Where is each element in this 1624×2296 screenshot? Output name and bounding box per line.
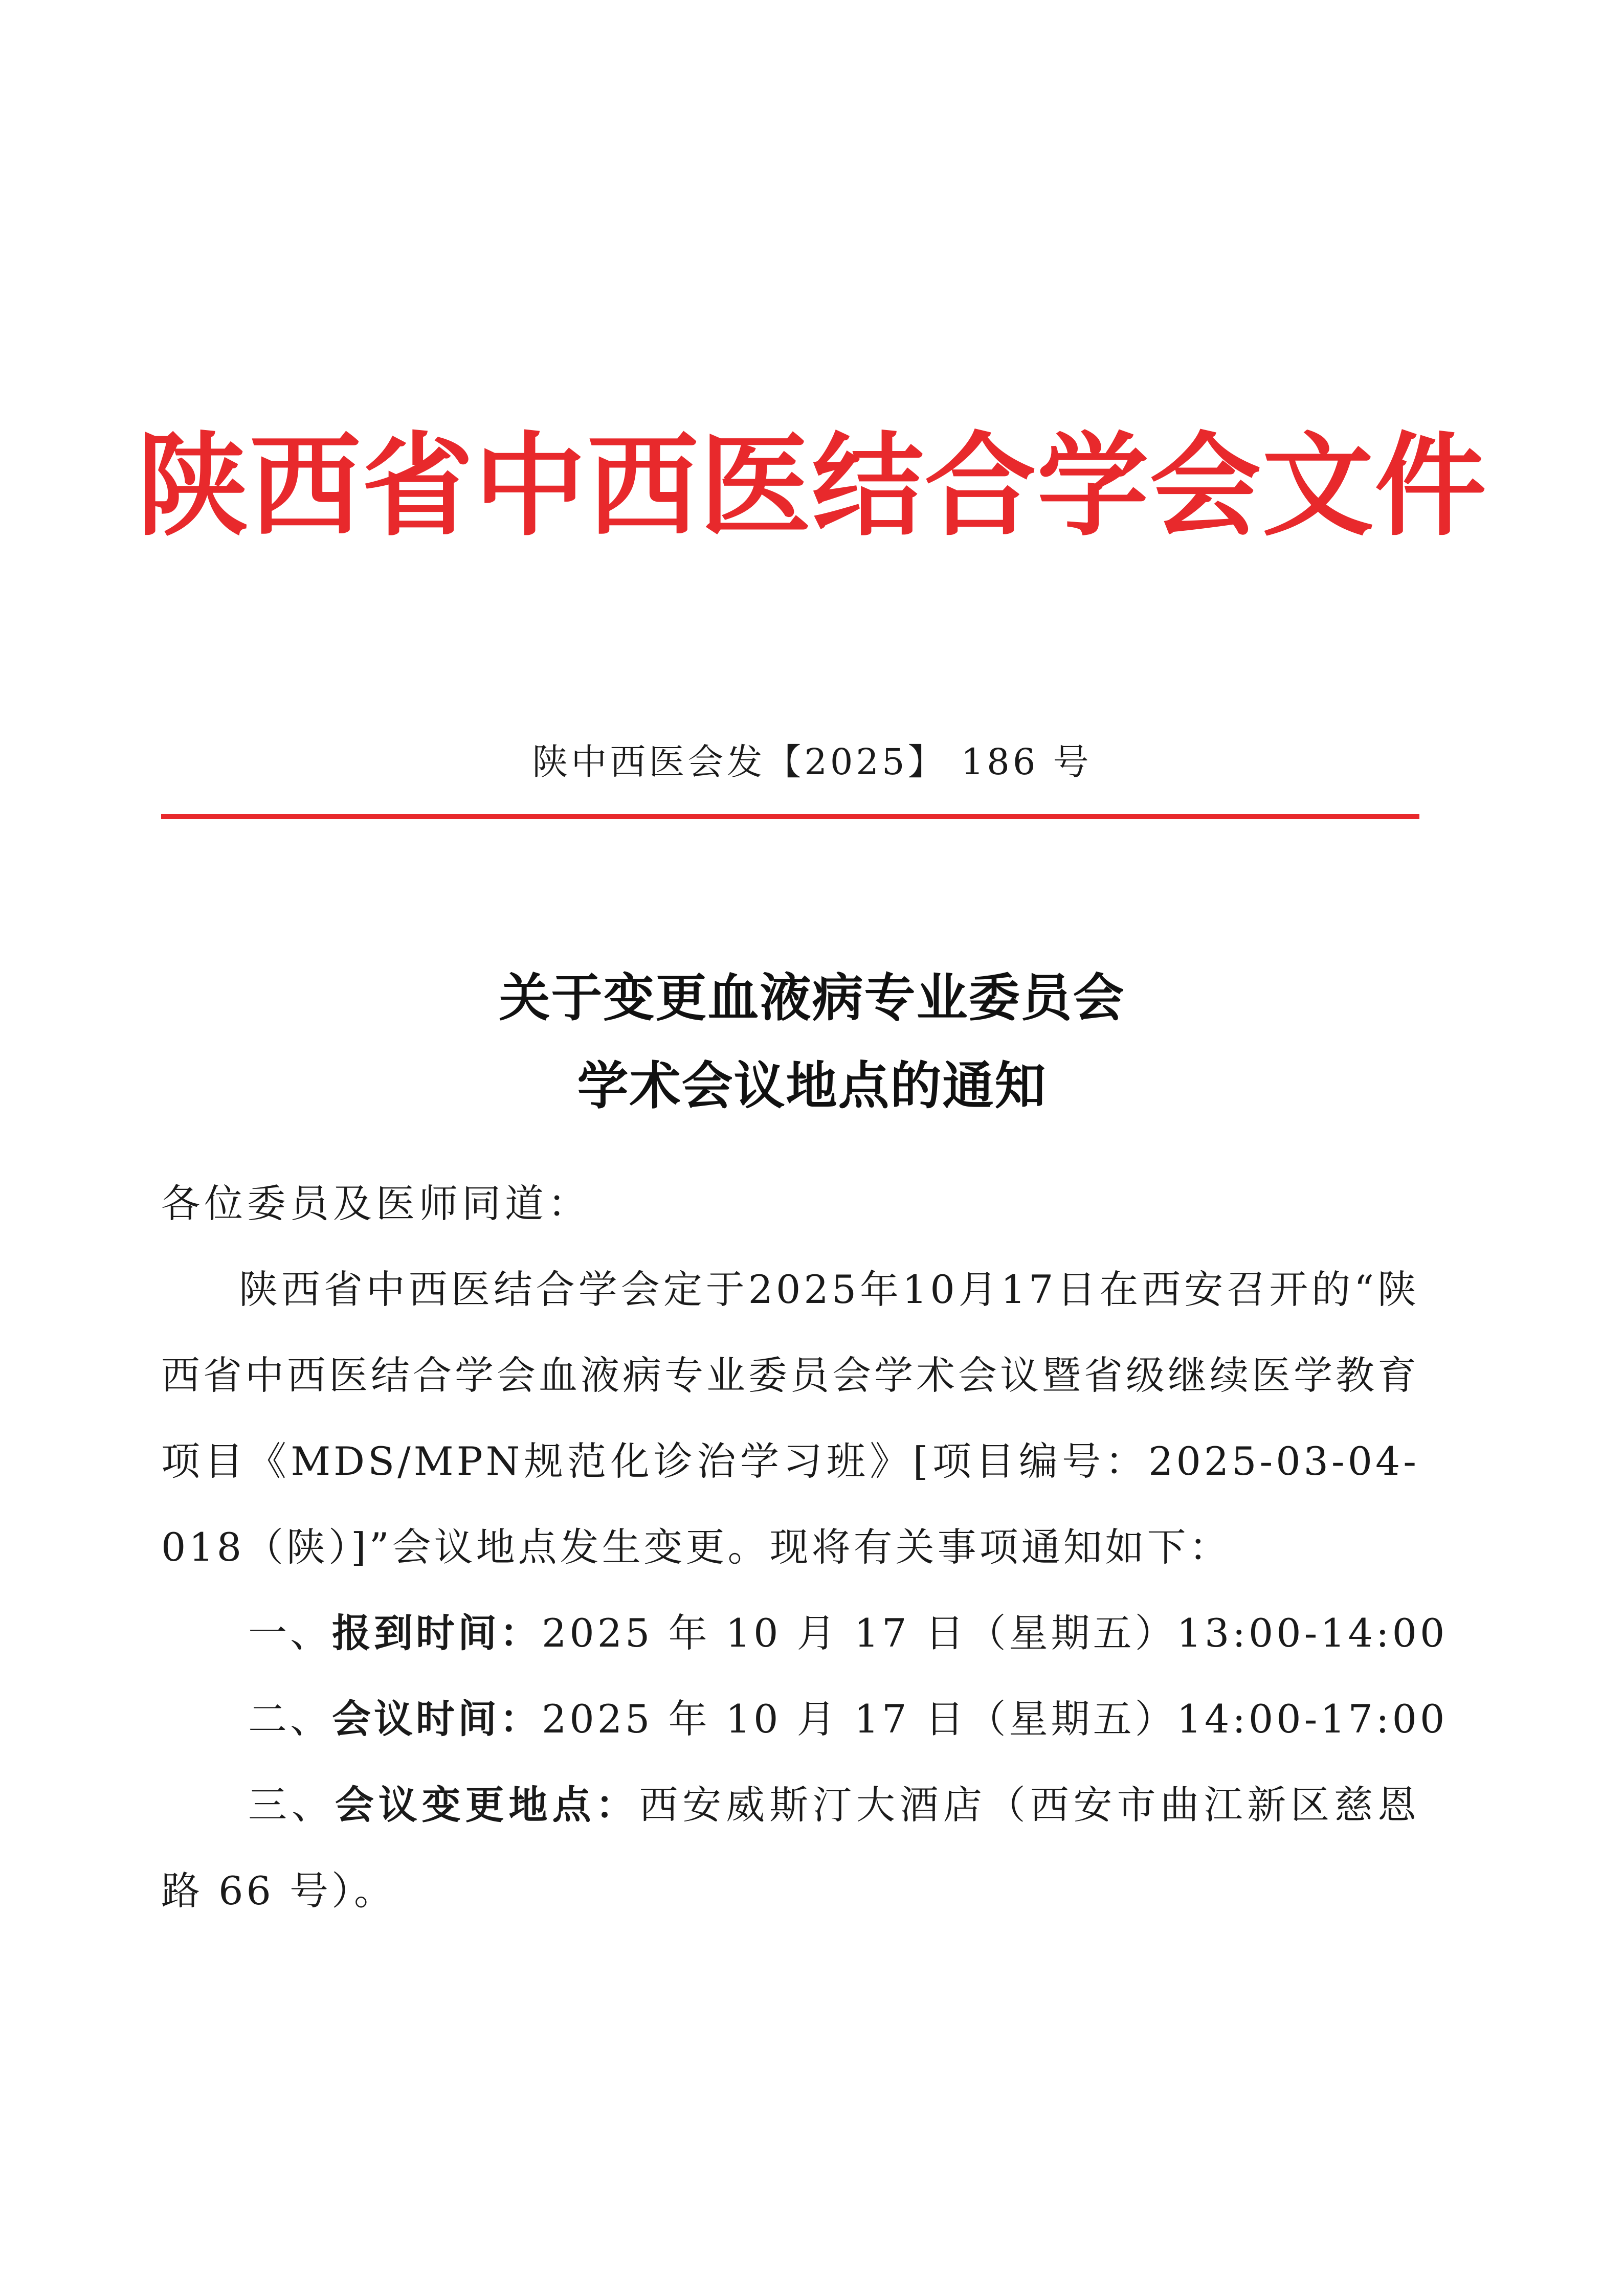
item-prefix: 二、: [248, 1696, 332, 1742]
item-value: 西安威斯汀大酒店（西安市曲江新区慈恩路 66 号）。: [161, 1782, 1420, 1914]
notice-body: [161, 1161, 1448, 1934]
item-label: 报到时间：: [332, 1610, 542, 1656]
document-header-title: 陕西省中西医结合学会文件: [137, 420, 1487, 551]
item-prefix: 一、: [248, 1610, 332, 1656]
item-meeting-time: [161, 1676, 1448, 1762]
item-prefix: 三、: [248, 1782, 335, 1828]
intro-paragraph: 陕西省中西医结合学会定于2025年10月17日在西安召开的“陕西省中西医结合学会血液病专业委员会学术会议暨省级继续医学教育项目《MDS/MPN规范化诊治学习班》[项目编号：2025-03-04-018（陕）]”会议地点发生变更。现将有关事项通知如下：: [161, 1267, 1419, 1570]
item-value: 2025 年 10 月 17 日（星期五）14:00-17:00: [542, 1696, 1448, 1742]
salutation: 各位委员及医师同道：: [161, 1181, 591, 1226]
notice-title-line-1: 关于变更血液病专业委员会: [499, 967, 1125, 1028]
item-registration-time: [161, 1590, 1448, 1676]
item-label: 会议变更地点：: [335, 1782, 639, 1828]
notice-title: [0, 954, 1624, 1130]
notice-title-line-2: 学术会议地点的通知: [577, 1055, 1047, 1116]
item-label: 会议时间：: [332, 1696, 542, 1742]
document-number: 陕中西医会发【2025】 186 号: [532, 741, 1092, 783]
header-divider: [161, 814, 1419, 819]
item-new-venue: [161, 1762, 1419, 1934]
item-value: 2025 年 10 月 17 日（星期五）13:00-14:00: [542, 1610, 1448, 1656]
